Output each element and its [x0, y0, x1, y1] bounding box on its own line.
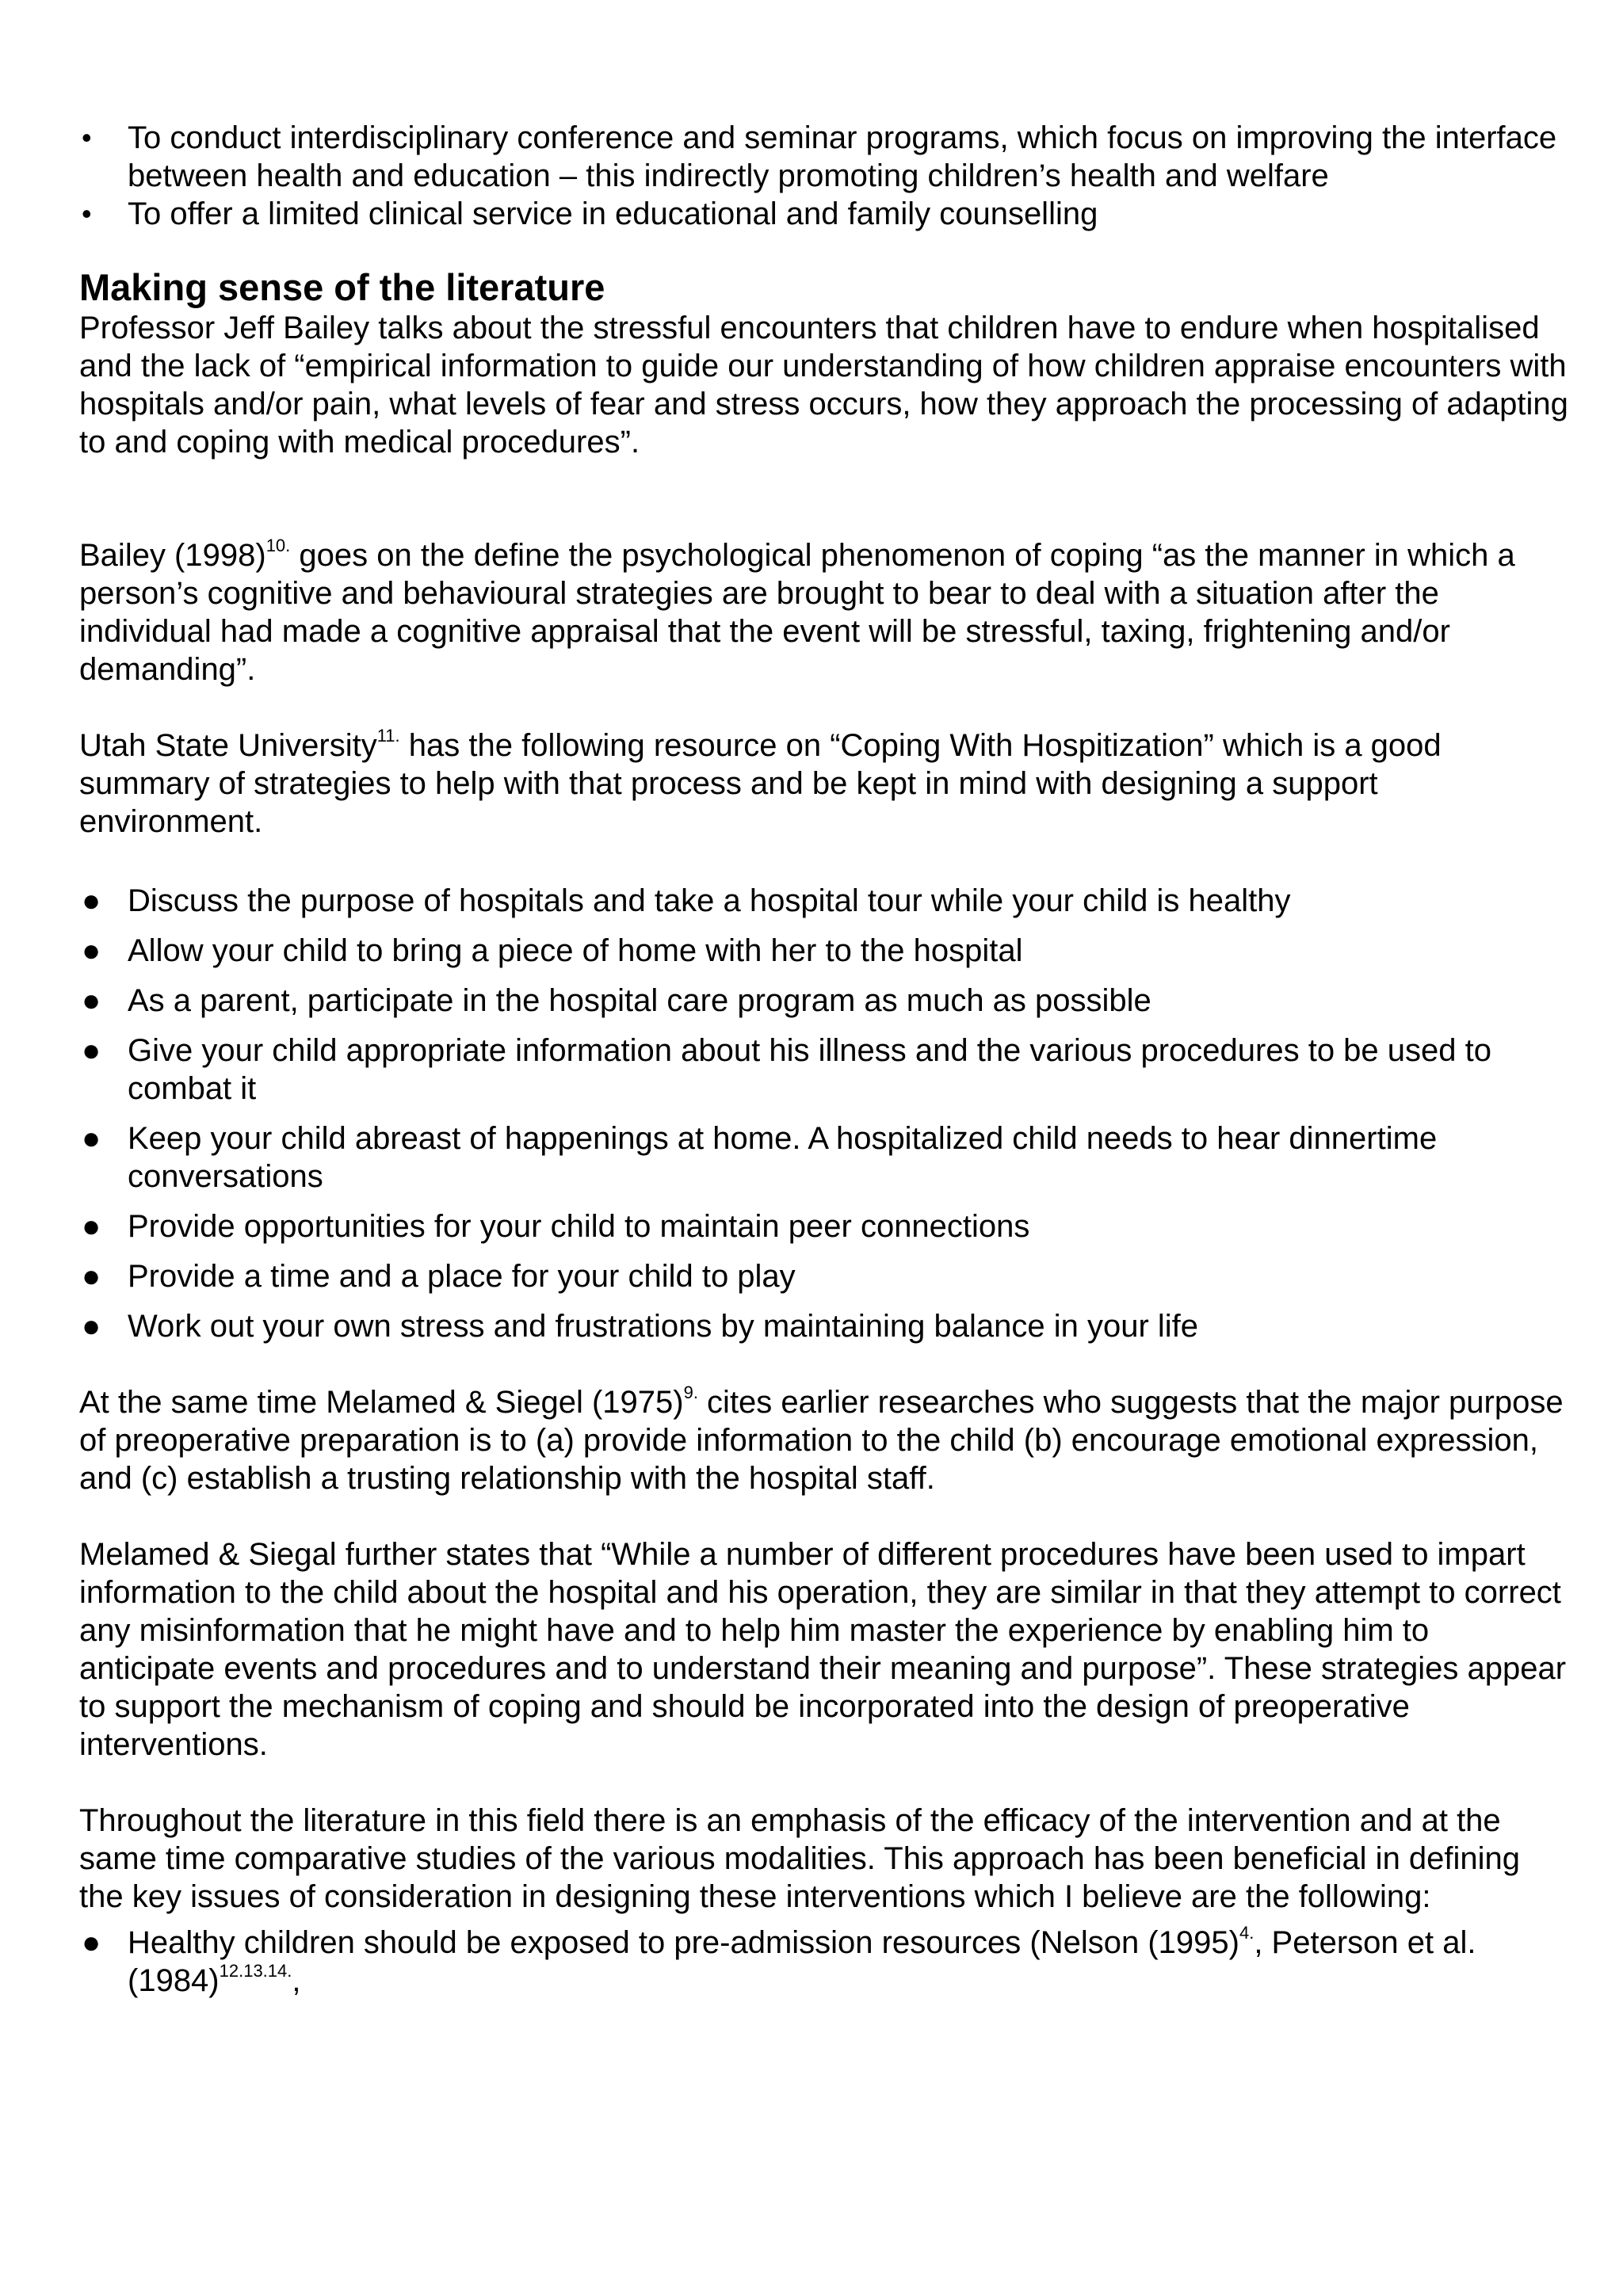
paragraph-text: goes on the define the psychological phenomenon of coping “as the manner in which a person’s cognitive and behavioural strategies are brought to bear to deal with a situation after the individual had made a cognitive appraisal that the event will be stressful, taxing, frightening and/or demanding”.: [79, 538, 1515, 687]
list-item: [79, 1257, 1569, 1295]
considerations-bullet-list: [79, 1924, 1569, 2000]
paragraph-text: Utah State University: [79, 728, 377, 763]
document-page: [79, 119, 1569, 2000]
paragraph-melamed-1975: [79, 1383, 1569, 1497]
list-item-text: To offer a limited clinical service in educational and family counselling: [128, 196, 1098, 231]
section-heading: Making sense of the literature: [79, 266, 605, 308]
list-item-text: Allow your child to bring a piece of home with her to the hospital: [128, 933, 1023, 968]
paragraph-bailey-1998: [79, 536, 1569, 688]
list-item-text: Work out your own stress and frustrations by maintaining balance in your life: [128, 1309, 1199, 1344]
citation-ref: 12.13.14.: [219, 1961, 292, 1981]
list-item-text: Give your child appropriate information about his illness and the various procedures to be used to combat it: [128, 1033, 1491, 1106]
bullet-icon: ●: [82, 1033, 101, 1068]
citation-ref: 4.: [1239, 1923, 1254, 1943]
top-bullet-list: [79, 119, 1569, 233]
paragraph-text: has the following resource on “Coping With Hospitization” which is a good summary of strategies to help with that process and be kept in mind with designing a support environment.: [79, 728, 1442, 839]
paragraph-utah: [79, 727, 1569, 841]
list-item: [79, 1307, 1569, 1345]
paragraph-text: At the same time Melamed & Siegel (1975): [79, 1385, 684, 1420]
list-item-text-part: Healthy children should be exposed to pre-admission resources (Nelson (1995): [128, 1925, 1239, 1960]
bullet-icon: ●: [82, 1925, 101, 1960]
list-item-text: [128, 1925, 1476, 1998]
bullet-icon: ●: [82, 1259, 101, 1294]
citation-ref: 11.: [376, 726, 400, 746]
list-item-text: Discuss the purpose of hospitals and take a hospital tour while your child is healthy: [128, 883, 1291, 918]
bullet-icon: ●: [82, 883, 101, 918]
bullet-icon: •: [82, 197, 92, 230]
bullet-icon: ●: [82, 1121, 101, 1156]
citation-ref: 10.: [265, 536, 291, 555]
list-item: [79, 119, 1569, 195]
coping-bullet-list: [79, 882, 1569, 1345]
bullet-icon: ●: [82, 1209, 101, 1244]
list-item: [79, 195, 1569, 233]
list-item-text: As a parent, participate in the hospital care program as much as possible: [128, 983, 1151, 1018]
list-item: [79, 982, 1569, 1020]
paragraph-throughout: Throughout the literature in this field there is an emphasis of the efficacy of the intervention and at the same time comparative studies of the various modalities. This approach has been beneficial in defining the key issues of consideration in designing these interventions which I believe are the following:: [79, 1803, 1521, 1914]
list-item: [79, 1924, 1569, 2000]
list-item: [79, 882, 1569, 920]
list-item-text: Provide opportunities for your child to maintain peer connections: [128, 1209, 1030, 1244]
list-item-text: Provide a time and a place for your child to play: [128, 1259, 796, 1294]
bullet-icon: ●: [82, 1309, 101, 1344]
paragraph-melamed-further: Melamed & Siegal further states that “While a number of different procedures have been used to impart information to the child about the hospital and his operation, they are similar in that they attempt to correct any misinformation that he might have and to help him master the experience by enabling him to anticipate events and procedures and to understand their meaning and purpose”. These strategies appear to support the mechanism of coping and should be incorporated into the design of preoperative interventions.: [79, 1537, 1567, 1762]
bullet-icon: •: [82, 121, 92, 154]
list-item: [79, 1032, 1569, 1108]
paragraph-bailey-intro: Professor Jeff Bailey talks about the stressful encounters that children have to endure when hospitalised and the lack of “empirical information to guide our understanding of how children appraise encounters with hospitals and/or pain, what levels of fear and stress occurs, how they approach the processing of adapting to and coping with medical procedures”.: [79, 311, 1568, 460]
paragraph-text: cites earlier researches who suggests that the major purpose of preoperative preparation is to (a) provide information to the child (b) encourage emotional expression, and (c) establish a trusting relationship with the hospital staff.: [79, 1385, 1564, 1496]
list-item-text-part: ,: [292, 1963, 301, 1998]
list-item-text: To conduct interdisciplinary conference and seminar programs, which focus on improving the interface between health and education – this indirectly promoting children’s health and welfare: [128, 120, 1557, 193]
list-item: [79, 1207, 1569, 1245]
citation-ref: 9.: [683, 1383, 698, 1402]
list-item-text-part: , Peterson et al. (1984): [128, 1925, 1476, 1998]
bullet-icon: ●: [82, 983, 101, 1018]
list-item-text: Keep your child abreast of happenings at home. A hospitalized child needs to hear dinnertime conversations: [128, 1121, 1438, 1194]
bullet-icon: ●: [82, 933, 101, 968]
list-item: [79, 1119, 1569, 1196]
list-item: [79, 932, 1569, 970]
paragraph-text: Bailey (1998): [79, 538, 266, 573]
